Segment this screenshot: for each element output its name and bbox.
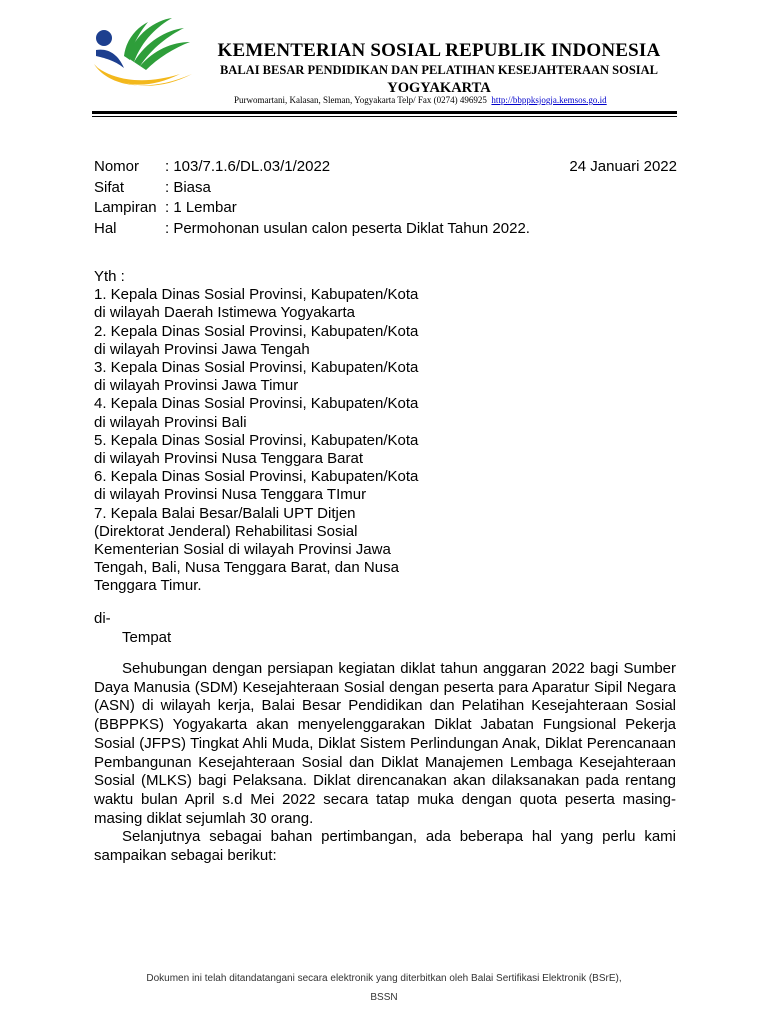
meta-value: : 1 Lembar — [165, 199, 237, 216]
meta-row-lampiran — [94, 198, 530, 219]
meta-row-sifat — [94, 178, 530, 199]
di-text: di- — [94, 610, 111, 627]
address-text: Purwomartani, Kalasan, Sleman, Yogyakarta Telp/ Fax (0274) 496925 — [234, 95, 487, 105]
recipient-line: Tenggara Timur. — [94, 577, 202, 595]
recipient-line: di wilayah Provinsi Jawa Tengah — [94, 340, 310, 358]
logo-swoosh-2 — [98, 68, 180, 85]
recipient-line: 7. Kepala Balai Besar/Balali UPT Ditjen — [94, 504, 356, 522]
footer-line-1: Dokumen ini telah ditandatangani secara elektronik yang diterbitkan oleh Balai Sertifikasi Elektronik (BSrE), — [146, 973, 622, 984]
letter-date: 24 Januari 2022 — [569, 158, 677, 175]
recipient-line: di wilayah Provinsi Jawa Timur — [94, 377, 299, 395]
meta-label: Sifat — [94, 178, 125, 196]
meta-row-nomor — [94, 157, 530, 178]
recipient-line: di wilayah Provinsi Nusa Tenggara TImur — [94, 486, 367, 504]
city-name: YOGYAKARTA — [387, 80, 491, 96]
recipient-line: 6. Kepala Dinas Sosial Provinsi, Kabupaten/Kota — [94, 468, 419, 486]
institution-name: BALAI BESAR PENDIDIKAN DAN PELATIHAN KESEJAHTERAAN SOSIAL — [219, 63, 659, 77]
recipient-line: 5. Kepala Dinas Sosial Provinsi, Kabupaten/Kota — [94, 431, 419, 449]
letterhead-rule-thick — [92, 111, 677, 114]
meta-label: Hal — [94, 219, 117, 237]
recipient-line: di wilayah Provinsi Nusa Tenggara Barat — [94, 450, 364, 468]
recipient-line: Kementerian Sosial di wilayah Provinsi Jawa — [94, 541, 391, 559]
recipient-line: di wilayah Provinsi Bali — [94, 413, 247, 431]
letterhead-address — [234, 95, 607, 105]
letterhead-rule-thin — [92, 116, 677, 117]
recipient-list — [94, 268, 454, 596]
letterhead — [204, 40, 674, 97]
recipient-line: Yth : — [94, 268, 125, 285]
meta-label: Nomor — [94, 158, 140, 175]
recipient-line: di wilayah Daerah Istimewa Yogyakarta — [94, 304, 355, 322]
recipient-line: 3. Kepala Dinas Sosial Provinsi, Kabupaten/Kota — [94, 359, 419, 377]
tempat-text: Tempat — [122, 628, 172, 646]
ministry-logo — [88, 12, 200, 98]
meta-label: Lampiran — [94, 199, 157, 216]
recipient-line: (Direktorat Jenderal) Rehabilitasi Sosial — [94, 522, 358, 540]
meta-row-hal — [94, 219, 530, 240]
recipient-line: 1. Kepala Dinas Sosial Provinsi, Kabupaten/Kota — [94, 286, 419, 304]
website-link[interactable]: http://bbppksjogja.kemsos.go.id — [491, 95, 607, 105]
recipient-line: Tengah, Bali, Nusa Tenggara Barat, dan Nusa — [94, 559, 399, 577]
logo-body — [96, 50, 124, 68]
body-paragraph-1: Sehubungan dengan persiapan kegiatan diklat tahun anggaran 2022 bagi Sumber Daya Manusia (SDM) Kesejahteraan Sosial dengan peserta para Aparatur Sipil Negara (ASN) di wilayah kerja, Balai Besar Pendidikan dan Pelatihan Kesejahteraan Sosial (BBPPKS) Yogyakarta akan menyelenggarakan Diklat Jabatan Fungsional Pekerja Sosial (JFPS) Tingkat Ahli Muda, Diklat Sistem Perlindungan Anak, Diklat Perencanaan Pembangunan Kesejahteraan Sosial dan Diklat Manajemen Lembaga Kesejahteraan Sosial (MLKS) bagi Pelaksana. Diklat direncanakan akan dilaksanakan pada rentang waktu bulan April s.d Mei 2022 secara tatap muka dengan quota peserta masing-masing diklat sejumlah 30 orang. — [94, 660, 676, 827]
body-paragraph-2: Selanjutnya sebagai bahan pertimbangan, ada beberapa hal yang perlu kami sampaikan sebagai berikut: — [94, 828, 676, 865]
meta-value: : Biasa — [165, 178, 211, 196]
address-place — [94, 610, 171, 647]
letter-meta — [94, 157, 530, 239]
recipient-line: 2. Kepala Dinas Sosial Provinsi, Kabupaten/Kota — [94, 322, 419, 340]
e-signature-footer — [0, 969, 768, 1007]
logo-head — [96, 30, 112, 46]
ministry-name: KEMENTERIAN SOSIAL REPUBLIK INDONESIA — [217, 40, 661, 61]
footer-line-2: BSSN — [370, 992, 398, 1003]
meta-value: : 103/7.1.6/DL.03/1/2022 — [165, 158, 331, 175]
letter-body — [94, 660, 676, 866]
recipient-line: 4. Kepala Dinas Sosial Provinsi, Kabupaten/Kota — [94, 395, 419, 413]
meta-value: : Permohonan usulan calon peserta Diklat Tahun 2022. — [165, 219, 530, 237]
